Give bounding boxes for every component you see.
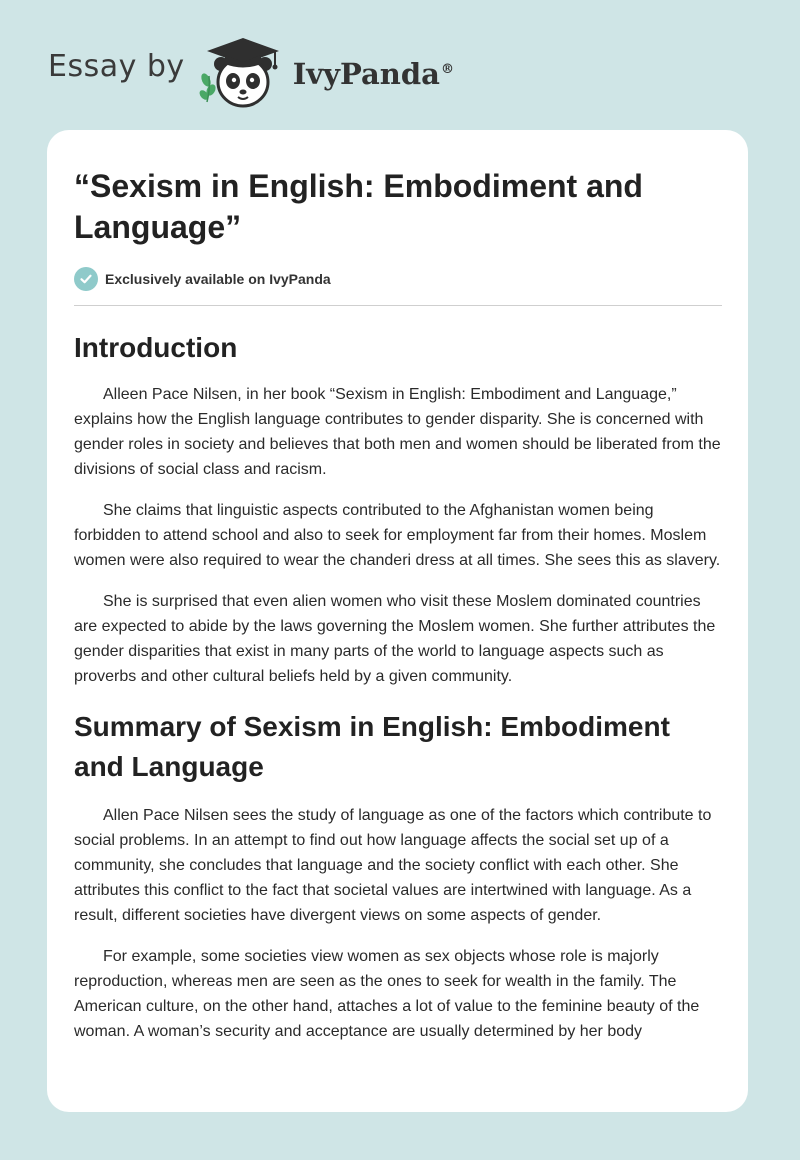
brand-name-text: IvyPanda	[292, 57, 440, 91]
registered-mark: ®	[440, 62, 454, 78]
section-heading-introduction: Introduction	[74, 332, 238, 363]
paragraph: For example, some societies view women as sex objects whose role is majorly reproduction, whereas men are seen as the ones to seek for wealth in the family. The American culture, on the other hand, attaches a lot of value to the feminine beauty of the woman. A woman’s security and acceptance are usually determined by her body	[74, 948, 700, 1040]
paragraph: Alleen Pace Nilsen, in her book “Sexism in English: Embodiment and Language,” explains how the English language contributes to gender disparity. She is concerned with gender roles in society and believes that both men and women should be liberated from the divisions of social class and racism.	[74, 386, 721, 478]
section-heading-summary: Summary of Sexism in English: Embodiment and Language	[74, 711, 670, 782]
site-header	[48, 34, 454, 110]
check-circle-icon	[74, 267, 98, 291]
paragraph: Allen Pace Nilsen sees the study of language as one of the factors which contribute to social problems. In an attempt to find out how language affects the social set up of a community, she concludes that language and the society conflict with each other. She attributes this conflict to the fact that societal values are intertwined with language. As a result, different societies have divergent views on some aspects of gender.	[74, 807, 712, 924]
essay-by-label: Essay by	[48, 48, 185, 84]
paragraph: She claims that linguistic aspects contributed to the Afghanistan women being forbidden to attend school and also to seek for employment far from their homes. Moslem women were also required to wear the chanderi dress at all times. She sees this as slavery.	[74, 502, 721, 569]
essay-title: “Sexism in English: Embodiment and Language”	[74, 168, 643, 245]
exclusive-badge	[74, 267, 722, 306]
brand-name[interactable]	[293, 57, 454, 91]
essay-card	[47, 130, 748, 1112]
paragraph: She is surprised that even alien women who visit these Moslem dominated countries are expected to abide by the laws governing the Moslem women. She further attributes the gender disparities that exist in many parts of the world to language aspects such as proverbs and other cultural beliefs held by a given community.	[74, 593, 716, 685]
exclusive-badge-text: Exclusively available on IvyPanda	[105, 271, 331, 287]
panda-graduate-icon[interactable]	[197, 34, 289, 110]
